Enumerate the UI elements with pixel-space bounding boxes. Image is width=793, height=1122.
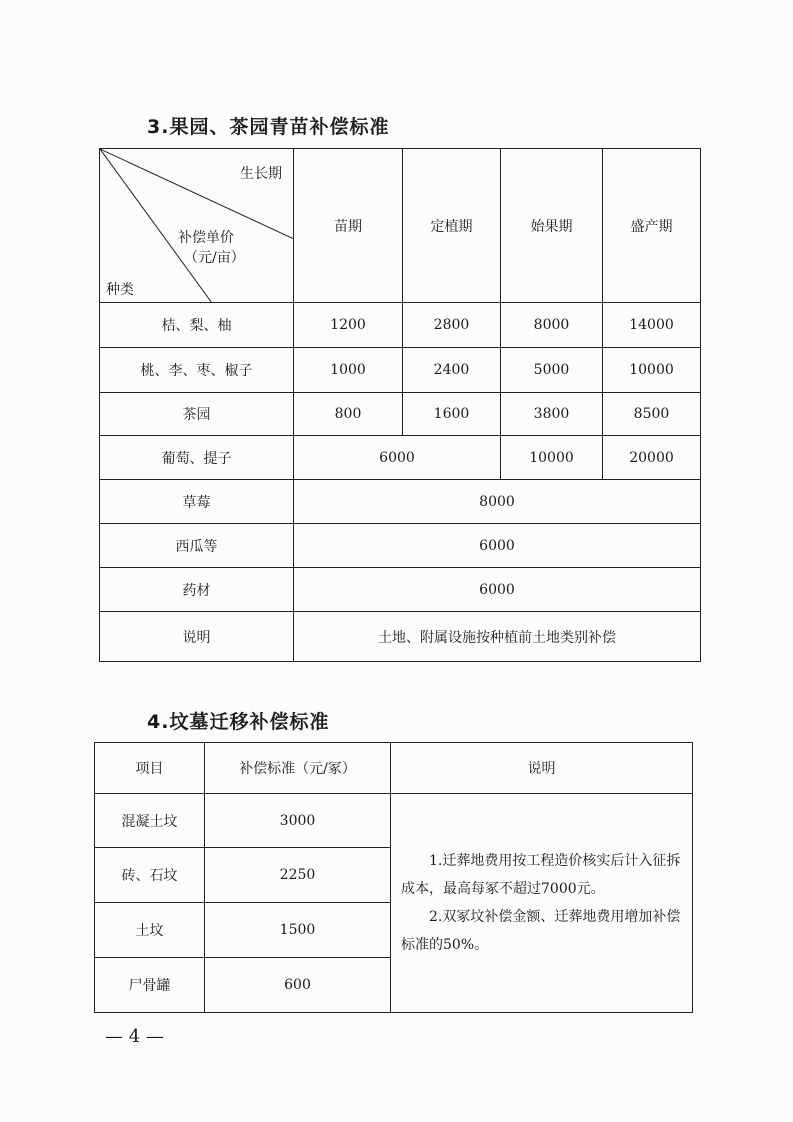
cell-value: 800 (294, 393, 403, 436)
table-row (100, 568, 701, 612)
standard-value: 3000 (205, 794, 391, 848)
table-row (100, 393, 701, 436)
table-row (100, 303, 701, 348)
table-row (100, 348, 701, 393)
item-name: 砖、石坟 (95, 848, 205, 903)
note-1: 1.迁葬地费用按工程造价核实后计入征拆成本，最高每冢不超过7000元。 (401, 853, 681, 897)
table-row (100, 480, 701, 524)
unit-label: （元/亩） (184, 250, 245, 266)
kind-label: 种类 (106, 282, 134, 298)
table-row (95, 794, 693, 848)
row-name: 桃、李、枣、椒子 (100, 348, 294, 393)
cell-value: 10000 (501, 436, 603, 480)
table-row (100, 612, 701, 662)
cell-value: 1200 (294, 303, 403, 348)
cell-value: 8000 (501, 303, 603, 348)
cell-value: 8500 (603, 393, 701, 436)
standard-value: 600 (205, 958, 391, 1013)
table-header-row (95, 743, 693, 794)
unit-price-label: 补偿单价 (178, 230, 234, 246)
row-name: 西瓜等 (100, 524, 294, 568)
item-name: 混凝土坟 (95, 794, 205, 848)
period-header: 始果期 (501, 149, 603, 303)
row-name: 草莓 (100, 480, 294, 524)
cell-value: 5000 (501, 348, 603, 393)
section3-heading: 3.果园、茶园青苗补偿标准 (147, 116, 390, 138)
cell-value: 土地、附属设施按种植前土地类别补偿 (294, 612, 701, 662)
standard-value: 2250 (205, 848, 391, 903)
cell-value: 6000 (294, 524, 701, 568)
notes-cell (391, 794, 693, 1013)
table-row (100, 524, 701, 568)
cell-value: 14000 (603, 303, 701, 348)
row-name: 葡萄、提子 (100, 436, 294, 480)
cell-value: 3800 (501, 393, 603, 436)
period-header: 定植期 (403, 149, 501, 303)
row-name: 茶园 (100, 393, 294, 436)
column-header: 补偿标准（元/冢） (205, 743, 391, 794)
growth-period-label: 生长期 (240, 166, 282, 182)
cell-value: 10000 (603, 348, 701, 393)
grave-relocation-table (94, 742, 693, 1013)
cell-value: 2400 (403, 348, 501, 393)
cell-value: 6000 (294, 436, 501, 480)
cell-value: 6000 (294, 568, 701, 612)
cell-value: 8000 (294, 480, 701, 524)
standard-value: 1500 (205, 903, 391, 958)
column-header: 项目 (95, 743, 205, 794)
row-name: 说明 (100, 612, 294, 662)
cell-value: 1600 (403, 393, 501, 436)
orchard-compensation-table (99, 148, 701, 662)
row-name: 桔、梨、柚 (100, 303, 294, 348)
section4-heading: 4.坟墓迁移补偿标准 (147, 711, 330, 733)
table-header-row (100, 149, 701, 303)
cell-value: 2800 (403, 303, 501, 348)
period-header: 苗期 (294, 149, 403, 303)
column-header: 说明 (391, 743, 693, 794)
cell-value: 1000 (294, 348, 403, 393)
item-name: 尸骨罐 (95, 958, 205, 1013)
cell-value: 20000 (603, 436, 701, 480)
diagonal-header-cell (100, 149, 294, 303)
table-row (100, 436, 701, 480)
item-name: 土坟 (95, 903, 205, 958)
row-name: 药材 (100, 568, 294, 612)
period-header: 盛产期 (603, 149, 701, 303)
page-number: — 4 — (105, 1026, 164, 1047)
note-2: 2.双冢坟补偿金额、迁葬地费用增加补偿标准的50%。 (401, 909, 681, 953)
